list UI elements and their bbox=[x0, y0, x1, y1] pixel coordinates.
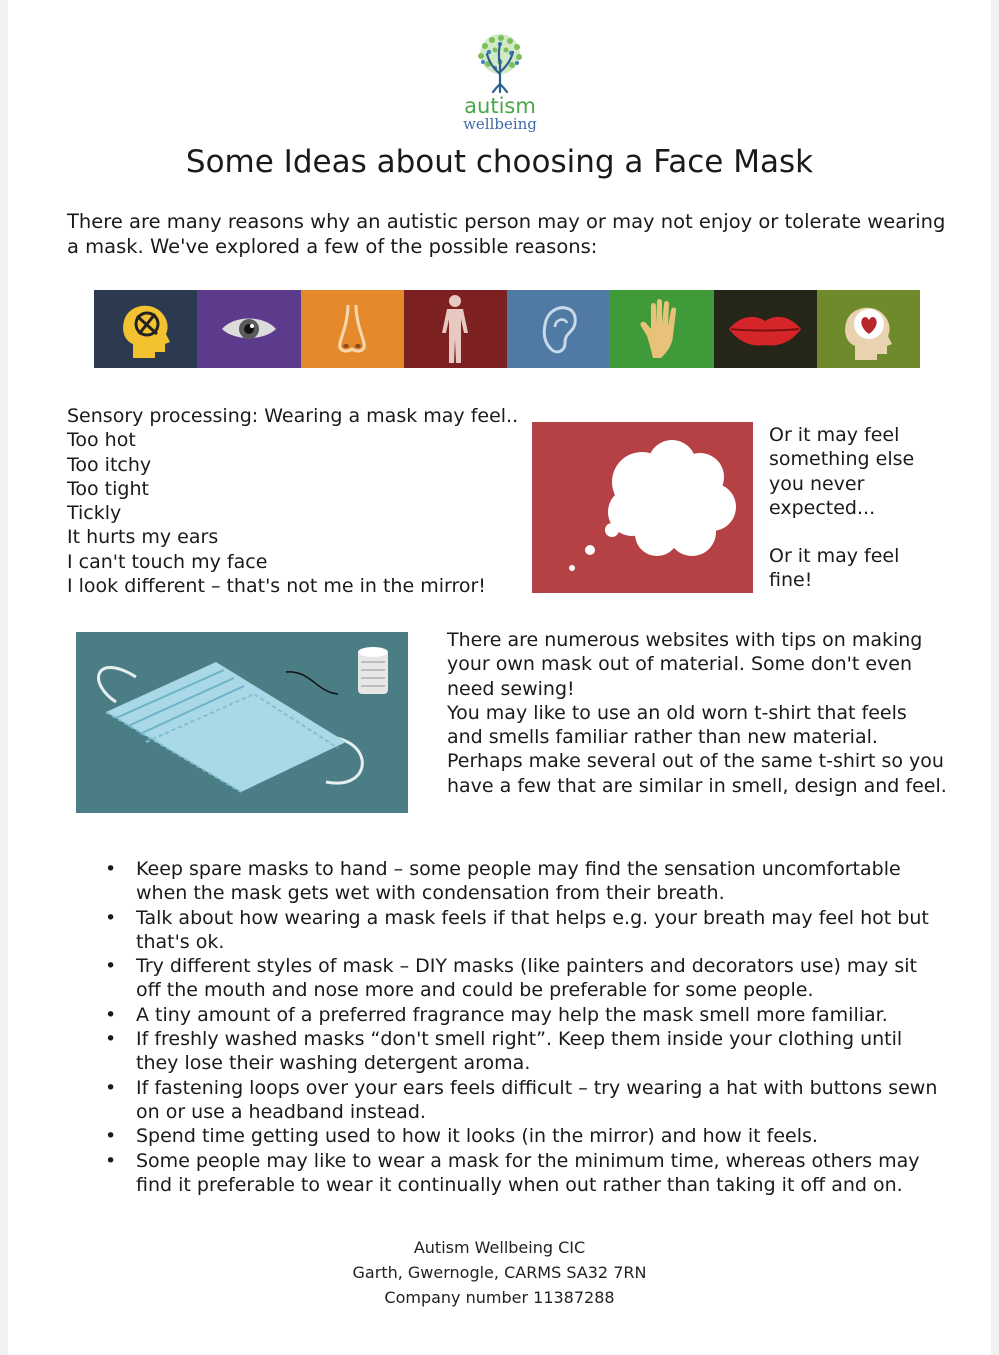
side-note-spacer bbox=[769, 520, 944, 544]
sensory-list bbox=[67, 404, 537, 598]
tip-text: Talk about how wearing a mask feels if that helps e.g. your breath may feel hot but that's ok. bbox=[136, 906, 929, 953]
sensory-item: It hurts my ears bbox=[67, 526, 219, 549]
diy-mask-paragraph bbox=[447, 628, 947, 798]
sense-tile-emotion bbox=[817, 290, 920, 368]
tip-item bbox=[105, 857, 945, 906]
thought-bubble-image bbox=[532, 422, 753, 593]
tree-logo-icon bbox=[465, 32, 535, 94]
footer-company-number: Company number 11387288 bbox=[384, 1288, 615, 1307]
sense-tile-sight bbox=[197, 290, 300, 368]
sense-tile-brain bbox=[94, 290, 197, 368]
tip-item bbox=[105, 1076, 945, 1125]
tip-text: If freshly washed masks “don't smell right”. Keep them inside your clothing until they lose their washing detergent aroma. bbox=[136, 1028, 903, 1075]
side-note-unexpected: Or it may feel something else you never expected... bbox=[769, 424, 915, 519]
bullet-icon: • bbox=[105, 1028, 117, 1051]
tips-list bbox=[105, 857, 945, 1197]
sensory-item: Tickly bbox=[67, 502, 122, 525]
thought-cloud-icon bbox=[532, 422, 753, 593]
page-title: Some Ideas about choosing a Face Mask bbox=[185, 144, 814, 180]
logo-word-wellbeing: wellbeing bbox=[463, 115, 537, 133]
tip-item bbox=[105, 906, 945, 955]
sense-tile-touch bbox=[610, 290, 713, 368]
tip-text: If fastening loops over your ears feels difficult – try wearing a hat with buttons sewn on or use a headband instead. bbox=[136, 1076, 938, 1123]
tip-text: Some people may like to wear a mask for the minimum time, whereas others may find it preferable to wear it continually when out rather than taking it off and on. bbox=[136, 1149, 920, 1196]
sense-tile-body bbox=[404, 290, 507, 368]
lips-icon bbox=[727, 309, 803, 349]
tip-item bbox=[105, 1027, 945, 1076]
bullet-icon: • bbox=[105, 906, 117, 929]
sensory-item: Too tight bbox=[67, 477, 149, 500]
sensory-item: I look different – that's not me in the mirror! bbox=[67, 575, 486, 598]
side-note bbox=[769, 423, 944, 593]
tip-item bbox=[105, 1124, 945, 1148]
eye-icon bbox=[218, 309, 280, 349]
bullet-icon: • bbox=[105, 1125, 117, 1148]
footer-company-name: Autism Wellbeing CIC bbox=[413, 1238, 586, 1257]
footer bbox=[0, 1235, 999, 1310]
tip-item bbox=[105, 954, 945, 1003]
bullet-icon: • bbox=[105, 858, 117, 880]
autism-wellbeing-logo bbox=[455, 32, 545, 132]
tip-text: A tiny amount of a preferred fragrance may help the mask smell more familiar. bbox=[136, 1003, 888, 1026]
diy-mask-text-tshirt: You may like to use an old worn t-shirt that feels and smells familiar rather than new material. Perhaps make several out of the same t-shirt so you have a few that are similar in smell, design and feel. bbox=[447, 701, 947, 797]
tip-item bbox=[105, 1003, 945, 1027]
surgical-mask-icon bbox=[76, 632, 408, 813]
senses-banner bbox=[94, 290, 920, 368]
head-sensory-icon bbox=[111, 294, 181, 364]
bullet-icon: • bbox=[105, 955, 117, 978]
hand-icon bbox=[637, 296, 687, 362]
bullet-icon: • bbox=[105, 1076, 117, 1099]
body-icon bbox=[437, 293, 473, 365]
tip-text: Spend time getting used to how it looks (in the mirror) and how it feels. bbox=[136, 1125, 818, 1148]
intro-paragraph: There are many reasons why an autistic person may or may not enjoy or tolerate wearing a mask. We've explored a few of the possible reasons: bbox=[67, 210, 946, 258]
face-mask-image bbox=[76, 632, 408, 813]
sensory-item: Too hot bbox=[67, 429, 136, 452]
sense-tile-hearing bbox=[507, 290, 610, 368]
logo-word-autism: autism bbox=[464, 94, 536, 118]
bullet-icon: • bbox=[105, 1149, 117, 1172]
sense-tile-taste bbox=[714, 290, 817, 368]
tip-text: Try different styles of mask – DIY masks (like painters and decorators use) may sit off the mouth and nose more and could be preferable for some people. bbox=[136, 955, 917, 1002]
head-heart-icon bbox=[835, 294, 901, 364]
diy-mask-text-websites: There are numerous websites with tips on making your own mask out of material. Some don't even need sewing! bbox=[447, 629, 923, 700]
page-edge-right bbox=[991, 0, 999, 1355]
page-edge-left bbox=[0, 0, 8, 1355]
tip-text: Keep spare masks to hand – some people may find the sensation uncomfortable when the mask gets wet with condensation from their breath. bbox=[136, 858, 901, 905]
footer-address: Garth, Gwernogle, CARMS SA32 7RN bbox=[352, 1263, 647, 1282]
sensory-item: I can't touch my face bbox=[67, 550, 268, 573]
side-note-fine: Or it may feel fine! bbox=[769, 545, 900, 592]
bullet-icon: • bbox=[105, 1003, 117, 1026]
tip-item bbox=[105, 1149, 945, 1198]
ear-icon bbox=[537, 299, 581, 359]
sense-tile-smell bbox=[301, 290, 404, 368]
sensory-item: Too itchy bbox=[67, 453, 152, 476]
nose-icon bbox=[332, 301, 372, 357]
sensory-heading: Sensory processing: Wearing a mask may feel.. bbox=[67, 405, 519, 427]
